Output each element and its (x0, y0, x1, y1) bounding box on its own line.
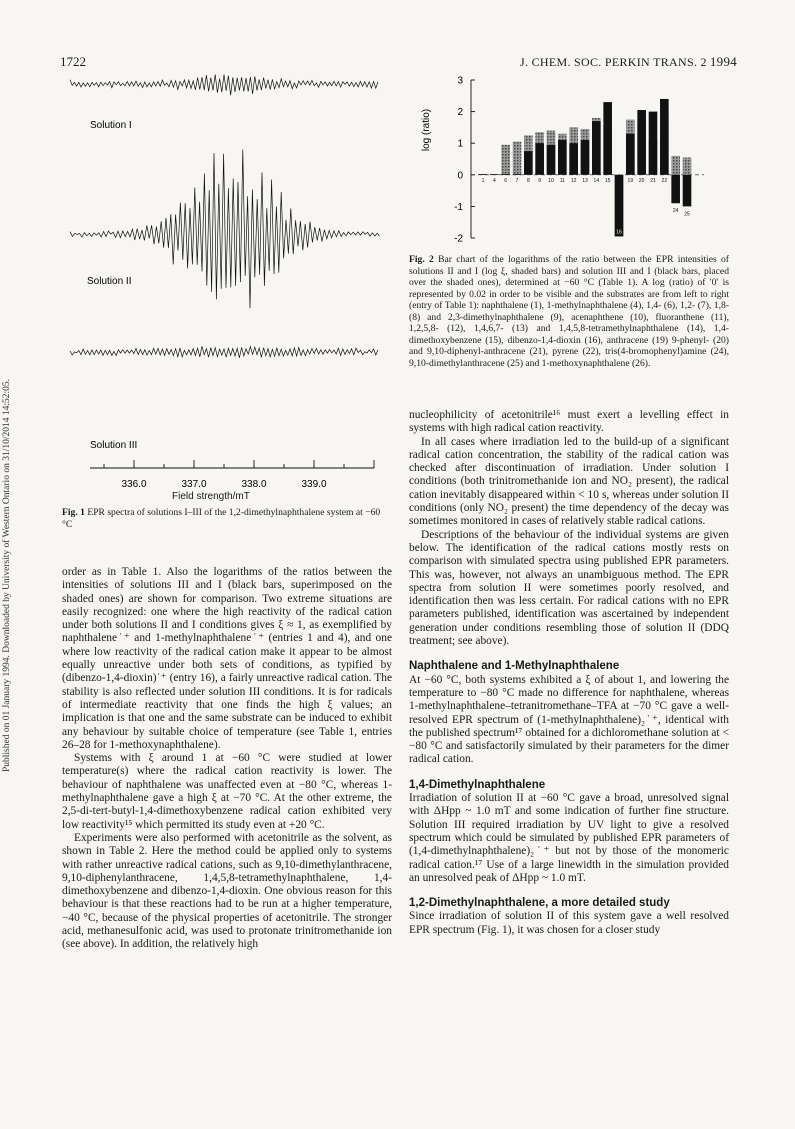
black-bar-8 (524, 151, 533, 175)
paragraph: nucleophilicity of acetonitrile¹⁶ must exert a levelling effect in systems with high radical cation reactivity. (409, 409, 729, 435)
journal-name: J. CHEM. SOC. PERKIN TRANS. 2 (520, 55, 707, 69)
bar-category-label: 4 (492, 177, 496, 184)
shaded-bar-7 (513, 142, 522, 175)
black-bar-11 (558, 140, 567, 175)
field-tick-label-337: 337.0 (181, 479, 207, 490)
paragraph: Experiments were also performed with acetonitrile as the solvent, as shown in Table 2. Here the method could be applied only to systems with rather unreactive radical cations, such as 9,10-dimethylanthracene, 9,10-diphenylanthracene, 1,4,5,8-tetramethylnaphthalene, 1,4-dimethoxybenzene and dibenzo-1,4-dioxin. One obvious reason for this behaviour is that these reactions had to be run at a higher temperature, −40 °C, because of the physical properties of acetonitrile. The stronger acid, methanesulfonic acid, was used to protonate trinitromethanide ion (see above). In addition, the relatively high (62, 831, 392, 951)
paragraph: At −60 °C, both systems exhibited a ξ of about 1, and lowering the temperature to −80 °C made no difference for naphthalene, whereas 1-methylnaphthalene–tetranitromethane–TFA at −70 °C gave a well-resolved EPR spectrum of (1-methylnaphthalene)₂˙⁺, identical with the published spectrum¹⁷ obtained for a dichloromethane solution at < −80 °C and satisfactorily simulated by their parameters for the dimer radical cation. (409, 673, 729, 766)
y-tick-label: 3 (457, 75, 463, 87)
solution-label-2: Solution II (87, 276, 132, 287)
black-bar-13 (581, 140, 590, 175)
y-tick-label: 2 (457, 107, 463, 119)
bar-category-label: 13 (582, 177, 588, 184)
journal-header (520, 54, 737, 70)
black-bar-15 (603, 102, 612, 175)
black-bar-10 (547, 145, 556, 175)
shaded-bar-25 (683, 157, 692, 174)
bar-category-label: 7 (515, 177, 519, 184)
paragraph: Descriptions of the behaviour of the individual systems are given below. The identification of the radical cations mostly rests on comparison with simulated spectra using published EPR parameters. This was, however, not always an unambiguous method. The EPR spectra from solution II were sometimes poorly resolved, and identification then was less certain. For radical cations with no EPR parameters published, identification was ascertained by independent generation under conditions resembling those of solution II (DDQ treatment; see above). (409, 528, 729, 648)
bar-category-label: 6 (504, 177, 508, 184)
paragraph: order as in Table 1. Also the logarithms of the ratios between the intensities of solutions III and I (black bars, superimposed on the shaded ones) are shown for comparison. Two extreme situations are easily recognized: one where the high reactivity of the radical cation under both solutions II and I conditions gives ξ ≈ 1, as exemplified by naphthalene˙⁺ and 1-methylnaphthalene˙⁺ (entries 1 and 4), and one where low reactivity of the radical cation make it appear to be almost equally unreactive under both sets of conditions, as typified by (dibenzo-1,4-dioxin)˙⁺ (entry 16), a fairly unreactive radical cation. The stability is also reflected under solution III conditions. It is for radicals of intermediate reactivity that one finds the high ξ values; an implication is that one and the same substrate can be induced to exhibit any behaviour by suitable choice of temperature (see Table 1, entries 26–28 for 1-methoxynaphthalene). (62, 566, 392, 751)
figure-1-caption (62, 507, 392, 530)
bar-category-label: 12 (570, 177, 577, 184)
black-bar-14 (592, 121, 601, 175)
figure-2-label: Fig. 2 (409, 254, 434, 265)
spectrum-trace-solution-3 (70, 346, 378, 358)
black-bar-19 (626, 134, 635, 175)
bar-category-label: 1 (481, 177, 485, 184)
black-bar-25 (683, 175, 692, 207)
epr-spectra-figure (62, 64, 387, 494)
left-column (62, 566, 392, 952)
bar-category-label: 20 (638, 177, 645, 184)
bar-category-label: 9 (538, 177, 542, 184)
spectrum-trace-solution-1 (70, 75, 378, 96)
shaded-bar-24 (671, 156, 680, 175)
black-bar-7 (513, 174, 522, 175)
solution-label-1: Solution I (90, 120, 132, 131)
black-bar-4 (490, 174, 499, 175)
bar-category-label: 8 (526, 177, 530, 184)
log-ratio-bar-chart (409, 70, 729, 248)
field-tick-label-338: 338.0 (241, 479, 267, 490)
section-heading: 1,2-Dimethylnaphthalene, a more detailed study (409, 897, 670, 910)
paragraph: Systems with ξ around 1 at −60 °C were studied at lower temperature(s) where the radical cation reactivity is lower. The behaviour of naphthalene was unaffected even at −80 °C, whereas 1-methylnaphthalene gave a high ξ at −70 °C. At the other extreme, the 2,5-di-tert-butyl-1,4-dimethoxybenzene radical cation exhibited very low reactivity¹⁵ which permitted its study even at +20 °C. (62, 752, 392, 831)
paragraph: Since irradiation of solution II of this system gave a well resolved EPR spectrum (Fig. 1), it was chosen for a closer study (409, 910, 729, 936)
bar-category-label: 25 (684, 211, 690, 218)
bar-category-label: 22 (661, 177, 668, 184)
bar-category-label: 16 (616, 229, 622, 236)
black-bar-6 (501, 174, 510, 175)
black-bar-12 (569, 143, 578, 175)
y-tick-label: -2 (454, 233, 463, 245)
y-tick-label: 0 (457, 170, 463, 182)
figure-1-caption-text: EPR spectra of solutions I–III of the 1,2-dimethylnaphthalene system at −60 °C (62, 507, 381, 530)
black-bar-16 (615, 175, 624, 237)
right-column (409, 409, 729, 937)
download-note: Published on 01 January 1994. Downloaded by University of Western Ontario on 31/10/2014 14:52:05. (2, 378, 12, 772)
bar-category-labels (482, 178, 690, 236)
figure-2-caption-text: Bar chart of the logarithms of the ratio between the EPR intensities of solutions II and I (log ξ, shaded bars) and solution III and I (black bars, placed over the shaded ones), determined at −60 °C (Table 1). A log (ratio) of '0' is represented by 0.02 in order to be visible and the substrates are from left to right (entry of Table 1): naphthalene (1), 1-methylnaphthalene (4), 1,4- (6), 1,2- (7), 1,8- (8) and 2,3-dimethylnaphthalene (9), acenaphthene (10), fluoranthene (11), 1,2,5,8- (12), 1,4,6,7- (13) and 1,4,5,8-tetramethylnaphthalene (14), 1,4-dimethoxybenzene (15), dibenzo-1,4-dioxin (16), anthracene (19) 9-phenyl- (20) and 9,10-diphenyl-anthracene (21), pyrene (22), tris(4-bromophenyl)amine (24), 9,10-dimethylanthracene (25) and 1-methoxynaphthalene (26). (409, 254, 729, 369)
black-bar-20 (637, 110, 646, 175)
section-heading: 1,4-Dimethylnaphthalene (409, 778, 546, 791)
y-axis-title: log (ratio) (421, 108, 432, 152)
bar-category-label: 14 (593, 177, 600, 184)
bar-category-label: 24 (672, 208, 679, 215)
journal-year: 1994 (709, 54, 738, 69)
bar-category-label: 11 (559, 177, 565, 184)
bar-category-label: 21 (650, 177, 656, 184)
black-bar-1 (479, 174, 488, 175)
figure-1-label: Fig. 1 (62, 507, 85, 518)
solution-label-3: Solution III (90, 440, 138, 451)
field-axis-ticks (104, 460, 374, 468)
black-bar-22 (660, 99, 669, 175)
black-bar-21 (649, 112, 658, 175)
field-axis-title: Field strength/mT (172, 491, 250, 502)
y-tick-label: -1 (454, 201, 463, 213)
black-bar-9 (535, 143, 544, 175)
paragraph: Irradiation of solution II at −60 °C gave a broad, unresolved signal with ΔHpp ~ 1.0 mT and some indication of further fine structure. Solution III required irradiation by UV light to give a resolved spectrum which could be simulated by published EPR parameters of (1,4-dimethylnaphthalene)₂˙⁺ but not by those of the monomeric radical cation.¹⁷ Use of a large linewidth in the simulation provided an unresolved peak of ΔHpp ~ 1.0 mT. (409, 792, 729, 884)
page-number: 1722 (60, 54, 86, 69)
paragraph: In all cases where irradiation led to the build-up of a significant radical cation concentration, the stability of the radical cation was checked after discontinuation of irradiation. Under solution I conditions (both trinitromethanide ion and NO₂ present), the radical cation inevitably disappeared within < 10 s, whereas under solution II conditions (only NO₂ present) the time dependency of the decay was sometimes monitored in cases of relatively stable radical cations. (409, 435, 729, 528)
bar-category-label: 15 (604, 177, 611, 184)
bar-category-label: 10 (548, 177, 554, 184)
figure-2-caption (409, 254, 729, 369)
bar-category-label: 19 (627, 177, 634, 184)
y-tick-label: 1 (457, 138, 463, 150)
black-bar-24 (671, 175, 680, 203)
field-tick-label-336: 336.0 (121, 479, 147, 490)
section-heading: Naphthalene and 1-Methylnaphthalene (409, 660, 620, 673)
shaded-bar-6 (501, 145, 510, 175)
bar-series (479, 99, 692, 236)
field-tick-label-339: 339.0 (301, 479, 327, 490)
